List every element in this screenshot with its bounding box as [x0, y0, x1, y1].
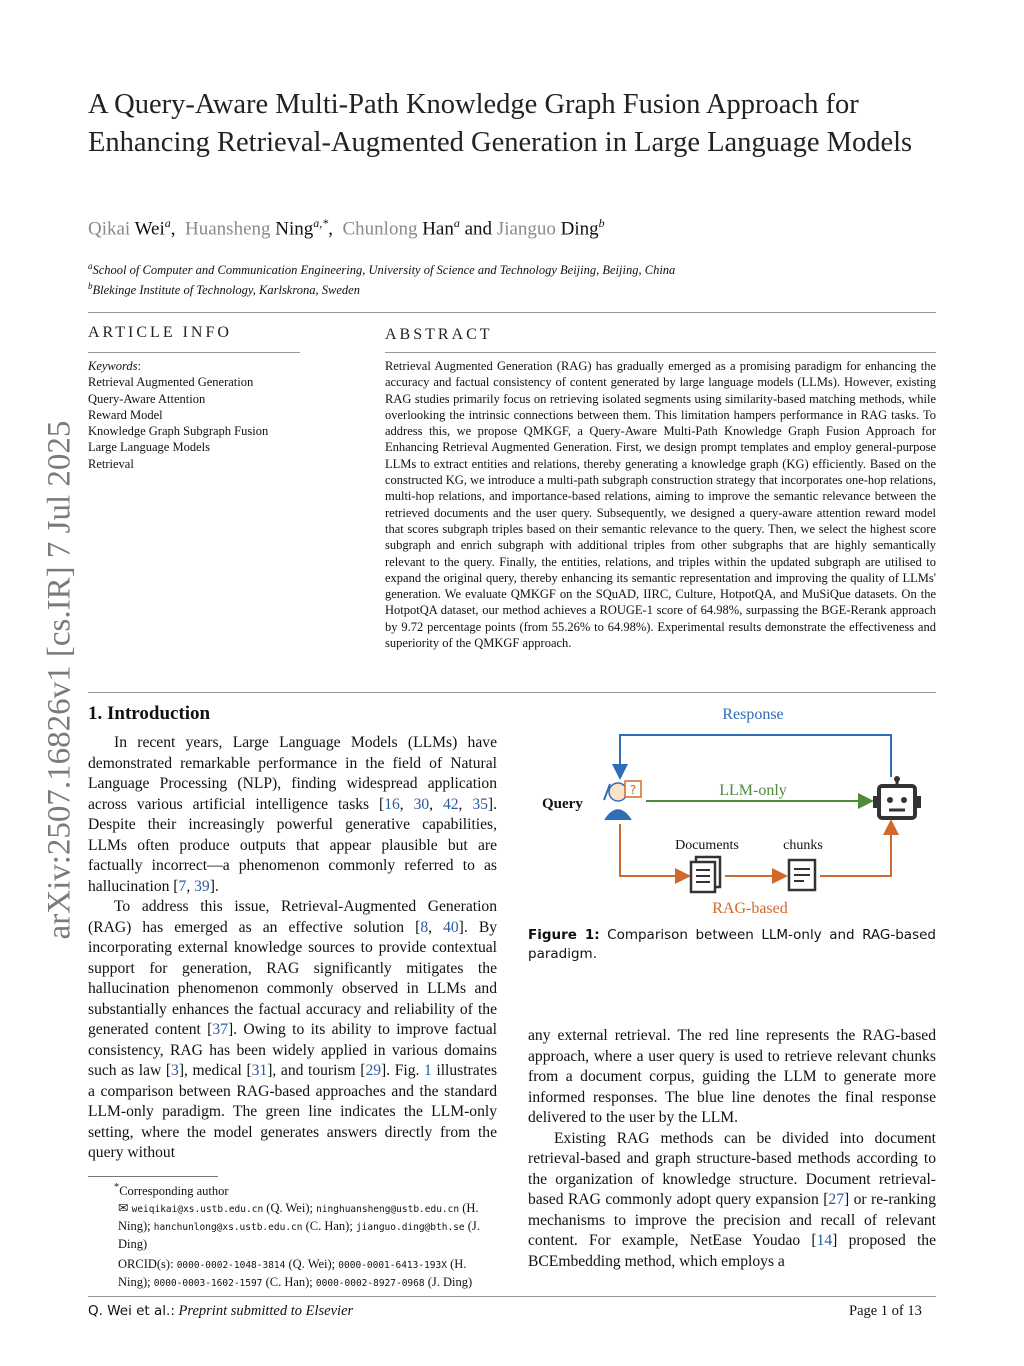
author-and: and [464, 218, 493, 240]
response-label: Response [722, 706, 784, 723]
keywords-label: Keywords [88, 359, 138, 373]
author-affil-sup: a [164, 216, 171, 230]
citation-link[interactable]: 29 [365, 1062, 382, 1079]
keyword: Large Language Models [88, 440, 210, 455]
divider [88, 312, 936, 313]
section-heading-introduction: 1. Introduction [88, 703, 211, 724]
footer-venue: Preprint submitted to Elsevier [178, 1303, 354, 1319]
keyword: Query-Aware Attention [88, 391, 206, 406]
orcid-note: ORCID(s): 0000-0002-1048-3814 (Q. Wei); 0000-0001-6413-193X (H. Ning); 0000-0003-1602-1597 (C. Han); 0000-0002-8927-0968 (J. Ding) [118, 1257, 473, 1290]
figure-caption-text: Comparison between LLM-only and RAG-based paradigm. [528, 927, 936, 962]
paper-title: A Query-Aware Multi-Path Knowledge Graph Fusion Approach for Enhancing Retrieval-Augmented Generation in Large Language Models [88, 89, 913, 158]
footnote-rule [88, 1176, 218, 1177]
intro-paragraph-1: In recent years, Large Language Models (LLMs) have demonstrated remarkable performance in the field of Natural Language Processing (NLP), finding widespread application across various artificial intelligence tasks [16, 30, 42, 35]. Despite their increasingly powerful generative capabilities, LLMs often produce outputs that appear plausible but are factually incorrect—a phenomenon commonly referred to as hallucination [7, 39]. [88, 734, 498, 895]
figure-link[interactable]: 1 [424, 1062, 432, 1079]
corresponding-author-note: *Corresponding author [114, 1182, 229, 1199]
email-link[interactable]: jianguo.ding@bth.se [355, 1222, 465, 1234]
intro-paragraph-3: any external retrieval. The red line represents the RAG-based approach, where a user query is used to retrieve relevant chunks from a document corpus, guiding the LLM to generate more informed responses. The blue line denotes the final response delivered to the user by the LLM. [528, 1027, 936, 1126]
keywords-block: Keywords: Retrieval Augmented Generation Query-Aware Attention Reward Model Knowledge Graph Subgraph Fusion Large Language Models Retrieval [88, 359, 269, 471]
divider [88, 692, 936, 693]
citation-link[interactable]: 30 [413, 795, 430, 813]
email-icon: ✉ [118, 1201, 129, 1216]
documents-label: Documents [675, 838, 739, 853]
chunks-icon [789, 860, 815, 890]
author-first-name: Jianguo [496, 218, 556, 240]
author-affil-sup: a [453, 216, 460, 230]
page-number: Page 1 of 13 [849, 1303, 922, 1319]
citation-link[interactable]: 14 [816, 1232, 833, 1249]
citation-link[interactable]: 3 [171, 1062, 179, 1079]
chunks-label: chunks [783, 838, 823, 853]
keyword: Reward Model [88, 407, 163, 422]
author-first-name: Huansheng [185, 218, 271, 240]
author-last-name: Han [422, 218, 454, 240]
intro-paragraph-2: To address this issue, Retrieval-Augmented Generation (RAG) has emerged as an effective solution [8, 40]. By incorporating external knowledge sources to provide contextual support for generation, RAG significantly mitigates the hallucination phenomenon commonly observed in LLMs and substantially enhances the factual accuracy and reliability of the generated content [37]. Owing to its ability to improve factual consistency, RAG has been widely applied in various domains such as law [3], medical [31], and tourism [29]. Fig. 1 illustrates a comparison between RAG-based approaches and the standard LLM-only paradigm. The green line indicates the LLM-only setting, where the model generates answers directly from the query without [88, 898, 498, 1161]
footer-left [88, 1303, 353, 1320]
intro-left-column [88, 733, 497, 1164]
author-last-name: Ning [275, 218, 314, 240]
author-affil-sup: a,* [313, 216, 329, 230]
citation-link[interactable]: 31 [251, 1062, 268, 1079]
figure-1-caption [528, 926, 936, 964]
affiliation-b [88, 281, 360, 298]
keyword: Retrieval Augmented Generation [88, 375, 254, 390]
keyword: Retrieval [88, 456, 134, 471]
figure-1-diagram [528, 700, 936, 920]
affiliation-text: Blekinge Institute of Technology, Karlskrona, Sweden [92, 283, 360, 298]
orcid-link[interactable]: 0000-0002-8927-0968 [315, 1278, 425, 1290]
author-first-name: Qikai [88, 218, 131, 240]
email-link[interactable]: ninghuansheng@ustb.edu.cn [316, 1204, 460, 1216]
response-line [620, 735, 891, 777]
figure-caption-label: Figure 1: [528, 927, 600, 943]
footnotes [88, 1179, 497, 1292]
footer-authors: Q. Wei et al.: [88, 1303, 175, 1319]
citation-link[interactable]: 39 [194, 877, 210, 895]
article-info-heading: ARTICLE INFO [88, 324, 232, 341]
divider [385, 352, 936, 353]
rag-based-label: RAG-based [712, 900, 788, 917]
keyword: Knowledge Graph Subgraph Fusion [88, 424, 269, 439]
query-label: Query [542, 796, 583, 812]
author-list: Qikai Wei$^a$, Huansheng Ning$^{a,*}$, Chunlong Han$^a$ and Jianguo Ding$^b$ [88, 216, 605, 240]
arxiv-stamp: arXiv:2507.16826v1 [cs.IR] 7 Jul 2025 [41, 420, 78, 940]
citation-link[interactable]: 8 [420, 918, 429, 936]
orcid-link[interactable]: 0000-0001-6413-193X [338, 1260, 447, 1272]
footer-divider [88, 1296, 936, 1297]
question-mark: ? [629, 783, 637, 797]
citation-link[interactable]: 35 [472, 795, 488, 813]
abstract-heading: ABSTRACT [385, 326, 493, 343]
orcid-link[interactable]: 0000-0002-1048-3814 [176, 1260, 286, 1272]
divider [88, 352, 300, 353]
documents-icon [691, 857, 720, 892]
affiliation-a [88, 261, 675, 278]
email-link[interactable]: weiqikai@xs.ustb.edu.cn [131, 1204, 264, 1216]
citation-link[interactable]: 37 [212, 1021, 228, 1038]
intro-paragraph-4: Existing RAG methods can be divided into document retrieval-based and graph structure-based methods according to the organization of knowledge structure. Document retrieval-based RAG commonly adopt query expansion [27] or re-ranking mechanisms to improve the precision and recall of relevant content. For example, NetEase Youdao [14] proposed the BCEmbedding method, which employs a [528, 1129, 937, 1270]
affiliation-sup: a [88, 261, 93, 271]
author-affil-sup: b [598, 216, 605, 230]
email-link[interactable]: hanchunlong@xs.ustb.edu.cn [153, 1222, 303, 1234]
affiliation-text: School of Computer and Communication Engineering, University of Science and Technology Beijing, Beijing, China [92, 263, 676, 278]
email-note: ✉ weiqikai@xs.ustb.edu.cn (Q. Wei); ninghuansheng@ustb.edu.cn (H. Ning); hanchunlong@xs.ustb.edu.cn (C. Han); jianguo.ding@bth.se (J. Ding) [118, 1201, 480, 1252]
orcid-link[interactable]: 0000-0003-1602-1597 [153, 1278, 263, 1290]
citation-link[interactable]: 7 [178, 877, 187, 895]
rag-line-to-llm [820, 827, 891, 876]
intro-right-column [528, 1026, 936, 1272]
citation-link[interactable]: 16 [384, 795, 400, 813]
author-first-name: Chunlong [342, 218, 418, 240]
author-last-name: Wei [134, 218, 165, 240]
citation-link[interactable]: 42 [442, 795, 459, 813]
author-last-name: Ding [560, 218, 599, 240]
rag-line-to-docs [620, 824, 683, 876]
llm-only-label: LLM-only [719, 782, 787, 799]
citation-link[interactable]: 27 [828, 1191, 844, 1208]
citation-link[interactable]: 40 [443, 918, 459, 936]
affiliation-sup: b [88, 281, 93, 291]
robot-icon [873, 776, 921, 818]
abstract-text: Retrieval Augmented Generation (RAG) has gradually emerged as a promising paradigm for enhancing the accuracy and factual consistency of content generated by large language models (LLMs). However, existing RAG studies primarily focus on retrieving isolated segments using similarity-based matching methods, while overlooking the intrinsic connections between them. This limitation hampers performance in RAG tasks. To address this, we propose QMKGF, a Query-Aware Multi-Path Knowledge Graph Fusion Approach for Enhancing Retrieval Augmented Generation. First, we design prompt templates and employ general-purpose LLMs to extract entities and relations, thereby generating a knowledge graph (KG) efficiently. Based on the constructed KG, we introduce a multi-path subgraph construction strategy that incorporates one-hop relations, multi-hop relations, and importance-based relations, aiming to improve the semantic relevance between the retrieved documents and the user query. Subsequently, we designed a query-aware attention reward model that scores subgraph triples based on their semantic relevance to the query. Then, we select the highest score subgraph and enrich subgraph with additional triples from other subgraphs that are highly semantically relevant to the query. Finally, the entities, relations, and triples within the updated subgraph are utilised to expand the original query, thereby enhancing its semantic representation and improving the quality of LLMs' generation. We evaluate QMKGF on the SQuAD, IIRC, Culture, HotpotQA, and MuSiQue datasets. On the HotpotQA dataset, our method achieves a ROUGE-1 score of 64.98%, surpassing the BGE-Rerank approach by 9.72 percentage points (from 55.26% to 64.98%). Experimental results demonstrate the effectiveness and superiority of the QMKGF approach. [385, 359, 936, 651]
